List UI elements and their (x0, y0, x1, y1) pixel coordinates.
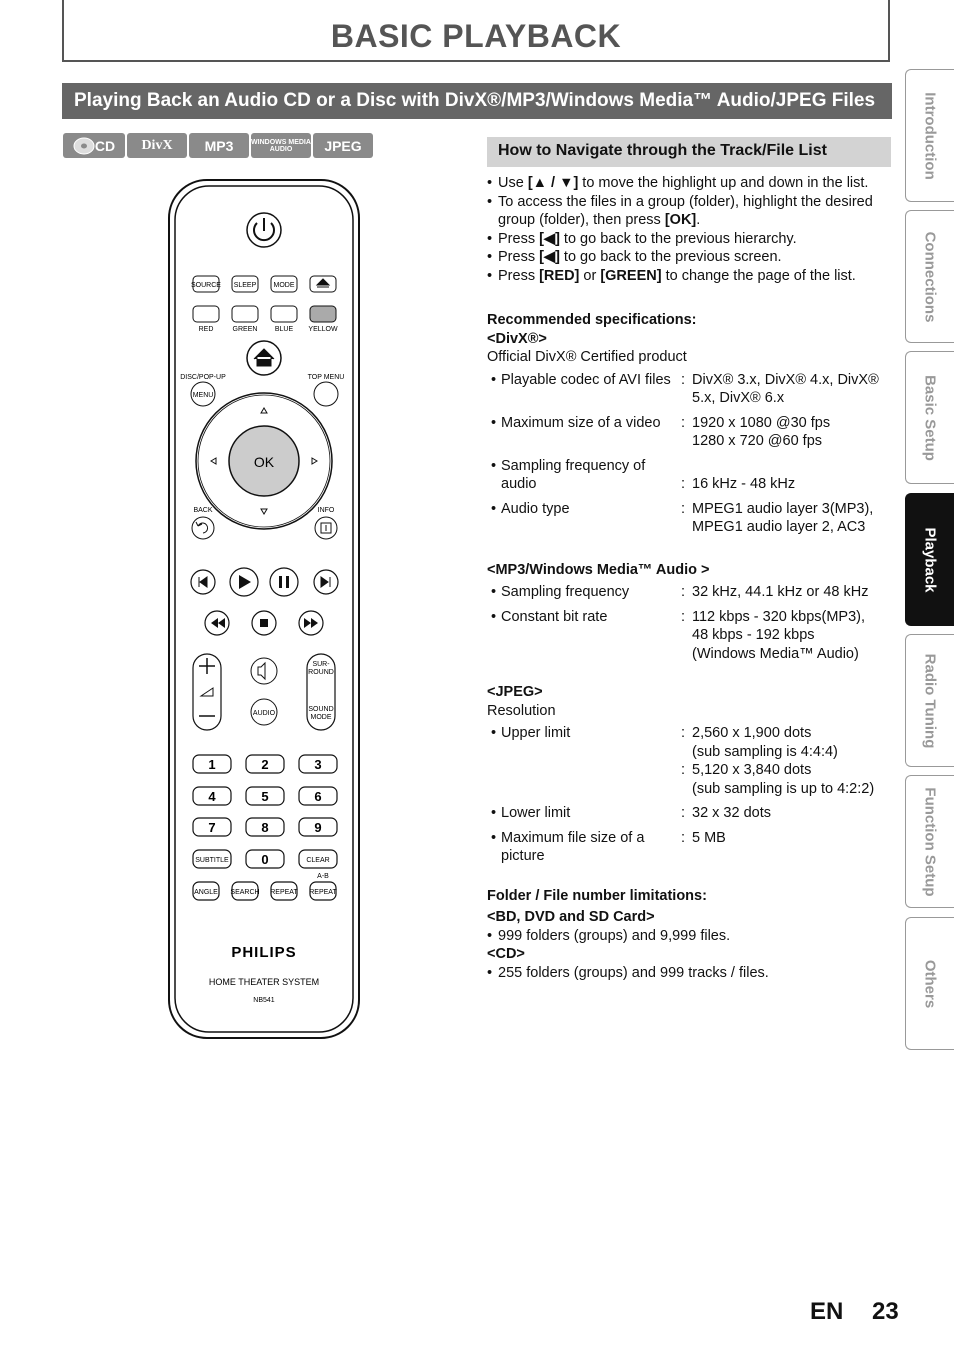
remote-key-5: 5 (261, 789, 269, 804)
remote-key-1: 1 (208, 757, 216, 772)
disc-icon (73, 137, 95, 155)
tab-basic-setup[interactable]: Basic Setup (905, 351, 954, 484)
remote-key-4: 4 (208, 789, 216, 804)
remote-angle-label: ANGLE (194, 889, 218, 896)
tab-introduction[interactable]: Introduction (905, 69, 954, 202)
remote-ab-label: A-B (317, 873, 329, 880)
remote-surround-label: SUR-ROUND (308, 661, 334, 676)
tab-radio-tuning[interactable]: Radio Tuning (905, 634, 954, 767)
tab-function-setup[interactable]: Function Setup (905, 775, 954, 908)
rec-heading: Recommended specifications: (487, 312, 697, 328)
divx-sub: Official DivX® Certified product (487, 349, 687, 365)
tab-connections[interactable]: Connections (905, 210, 954, 343)
specifications (487, 311, 891, 982)
list-item: • Press [◀] to go back to the previous hierarchy. (487, 230, 891, 249)
remote-audio-label: AUDIO (252, 710, 276, 717)
remote-yellow-label: YELLOW (308, 326, 338, 333)
remote-key-0: 0 (261, 852, 269, 867)
remote-key-6: 6 (314, 789, 322, 804)
remote-key-2: 2 (261, 757, 269, 772)
folder-heading: Folder / File number limitations: (487, 887, 707, 904)
media-badges (63, 133, 373, 159)
remote-key-8: 8 (261, 820, 269, 835)
section-title: Playing Back an Audio CD or a Disc with DivX®/MP3/Windows Media™ Audio/JPEG Files (62, 83, 892, 119)
language-label: EN (810, 1298, 844, 1325)
spec-row: • Sampling frequency : 32 kHz, 44.1 kHz or 48 kHz (491, 583, 891, 602)
mp3-heading: <MP3/Windows Media™ Audio > (487, 561, 710, 578)
tab-others[interactable]: Others (905, 917, 954, 1050)
spec-row: • Upper limit : 2,560 x 1,900 dots (sub sampling is 4:4:4) (491, 724, 891, 761)
list-item: • 255 folders (groups) and 999 tracks / files. (487, 964, 891, 983)
cd-heading: <CD> (487, 946, 525, 962)
remote-clear-label: CLEAR (306, 857, 330, 864)
page-title-box (62, 0, 890, 62)
remote-search-label: SEARCH (230, 889, 260, 896)
jpeg-sub: Resolution (487, 702, 556, 719)
remote-brand: PHILIPS (231, 944, 297, 961)
pause-icon (279, 576, 282, 588)
remote-repeat-label: REPEAT (270, 889, 298, 896)
spec-row: • Lower limit : 32 x 32 dots (491, 804, 891, 823)
remote-sound-mode-label: SOUND MODE (308, 706, 334, 721)
spec-row: • Constant bit rate : 112 kbps - 320 kbps(MP3), 48 kbps - 192 kbps (Windows Media™ Audio) (491, 608, 891, 664)
remote-mode-label: MODE (273, 282, 295, 289)
remote-menu-label: MENU (192, 392, 214, 399)
remote-key-7: 7 (208, 820, 216, 835)
badge-divx: DivX (127, 133, 187, 158)
remote-sleep-label: SLEEP (233, 282, 257, 289)
remote-key-9: 9 (314, 820, 322, 835)
badge-cd: CD (63, 133, 125, 158)
nav-bullets (487, 174, 891, 285)
remote-subtitle-label: SUBTITLE (195, 857, 229, 864)
remote-model-label: NB541 (253, 997, 275, 1004)
remote-back-label: BACK (193, 507, 213, 514)
remote-disc-popup-label: DISC/POP-UP (180, 374, 226, 381)
list-item: • Use [▲ / ▼] to move the highlight up and down in the list. (487, 174, 891, 193)
remote-key-3: 3 (314, 757, 322, 772)
list-item: • 999 folders (groups) and 9,999 files. (487, 927, 891, 946)
remote-ok-label: OK (253, 454, 275, 470)
remote-system-label: HOME THEATER SYSTEM (208, 977, 320, 987)
spec-row: • Playable codec of AVI files : DivX® 3.x, DivX® 4.x, DivX® 5.x, DivX® 6.x (491, 371, 891, 408)
remote-repeat-ab-label: REPEAT (309, 889, 337, 896)
remote-control-illustration (165, 176, 365, 1042)
spec-row: • Audio type : MPEG1 audio layer 3(MP3), MPEG1 audio layer 2, AC3 (491, 500, 891, 537)
remote-green-label: GREEN (232, 326, 258, 333)
badge-wma: WINDOWS MEDIA AUDIO (251, 133, 311, 158)
remote-red-label: RED (198, 326, 214, 333)
page-number: 23 (872, 1298, 899, 1325)
remote-source-label: SOURCE (191, 282, 221, 289)
list-item: • Press [RED] or [GREEN] to change the page of the list. (487, 267, 891, 286)
spec-row: • Maximum size of a video : 1920 x 1080 @30 fps 1280 x 720 @60 fps (491, 414, 891, 451)
badge-mp3: MP3 (189, 133, 249, 158)
tab-playback[interactable]: Playback (905, 493, 954, 626)
spec-row: • Sampling frequency of audio : 16 kHz - 48 kHz (491, 457, 891, 494)
spec-row: • Maximum file size of a picture : 5 MB (491, 829, 891, 866)
bd-heading: <BD, DVD and SD Card> (487, 909, 655, 925)
divx-heading: <DivX®> (487, 330, 547, 347)
spec-row: : 5,120 x 3,840 dots (sub sampling is up to 4:2:2) (681, 762, 875, 797)
remote-info-label: INFO (317, 507, 335, 514)
list-item: • To access the files in a group (folder), highlight the desired group (folder), then press [OK]. (487, 193, 891, 230)
remote-blue-label: BLUE (274, 326, 294, 333)
stop-icon (260, 619, 268, 627)
remote-top-menu-label: TOP MENU (307, 374, 345, 381)
jpeg-heading: <JPEG> (487, 684, 543, 700)
badge-jpeg: JPEG (313, 133, 373, 158)
page-title: BASIC PLAYBACK (330, 18, 622, 54)
list-item: • Press [◀] to go back to the previous screen. (487, 248, 891, 267)
nav-heading: How to Navigate through the Track/File List (487, 137, 891, 167)
